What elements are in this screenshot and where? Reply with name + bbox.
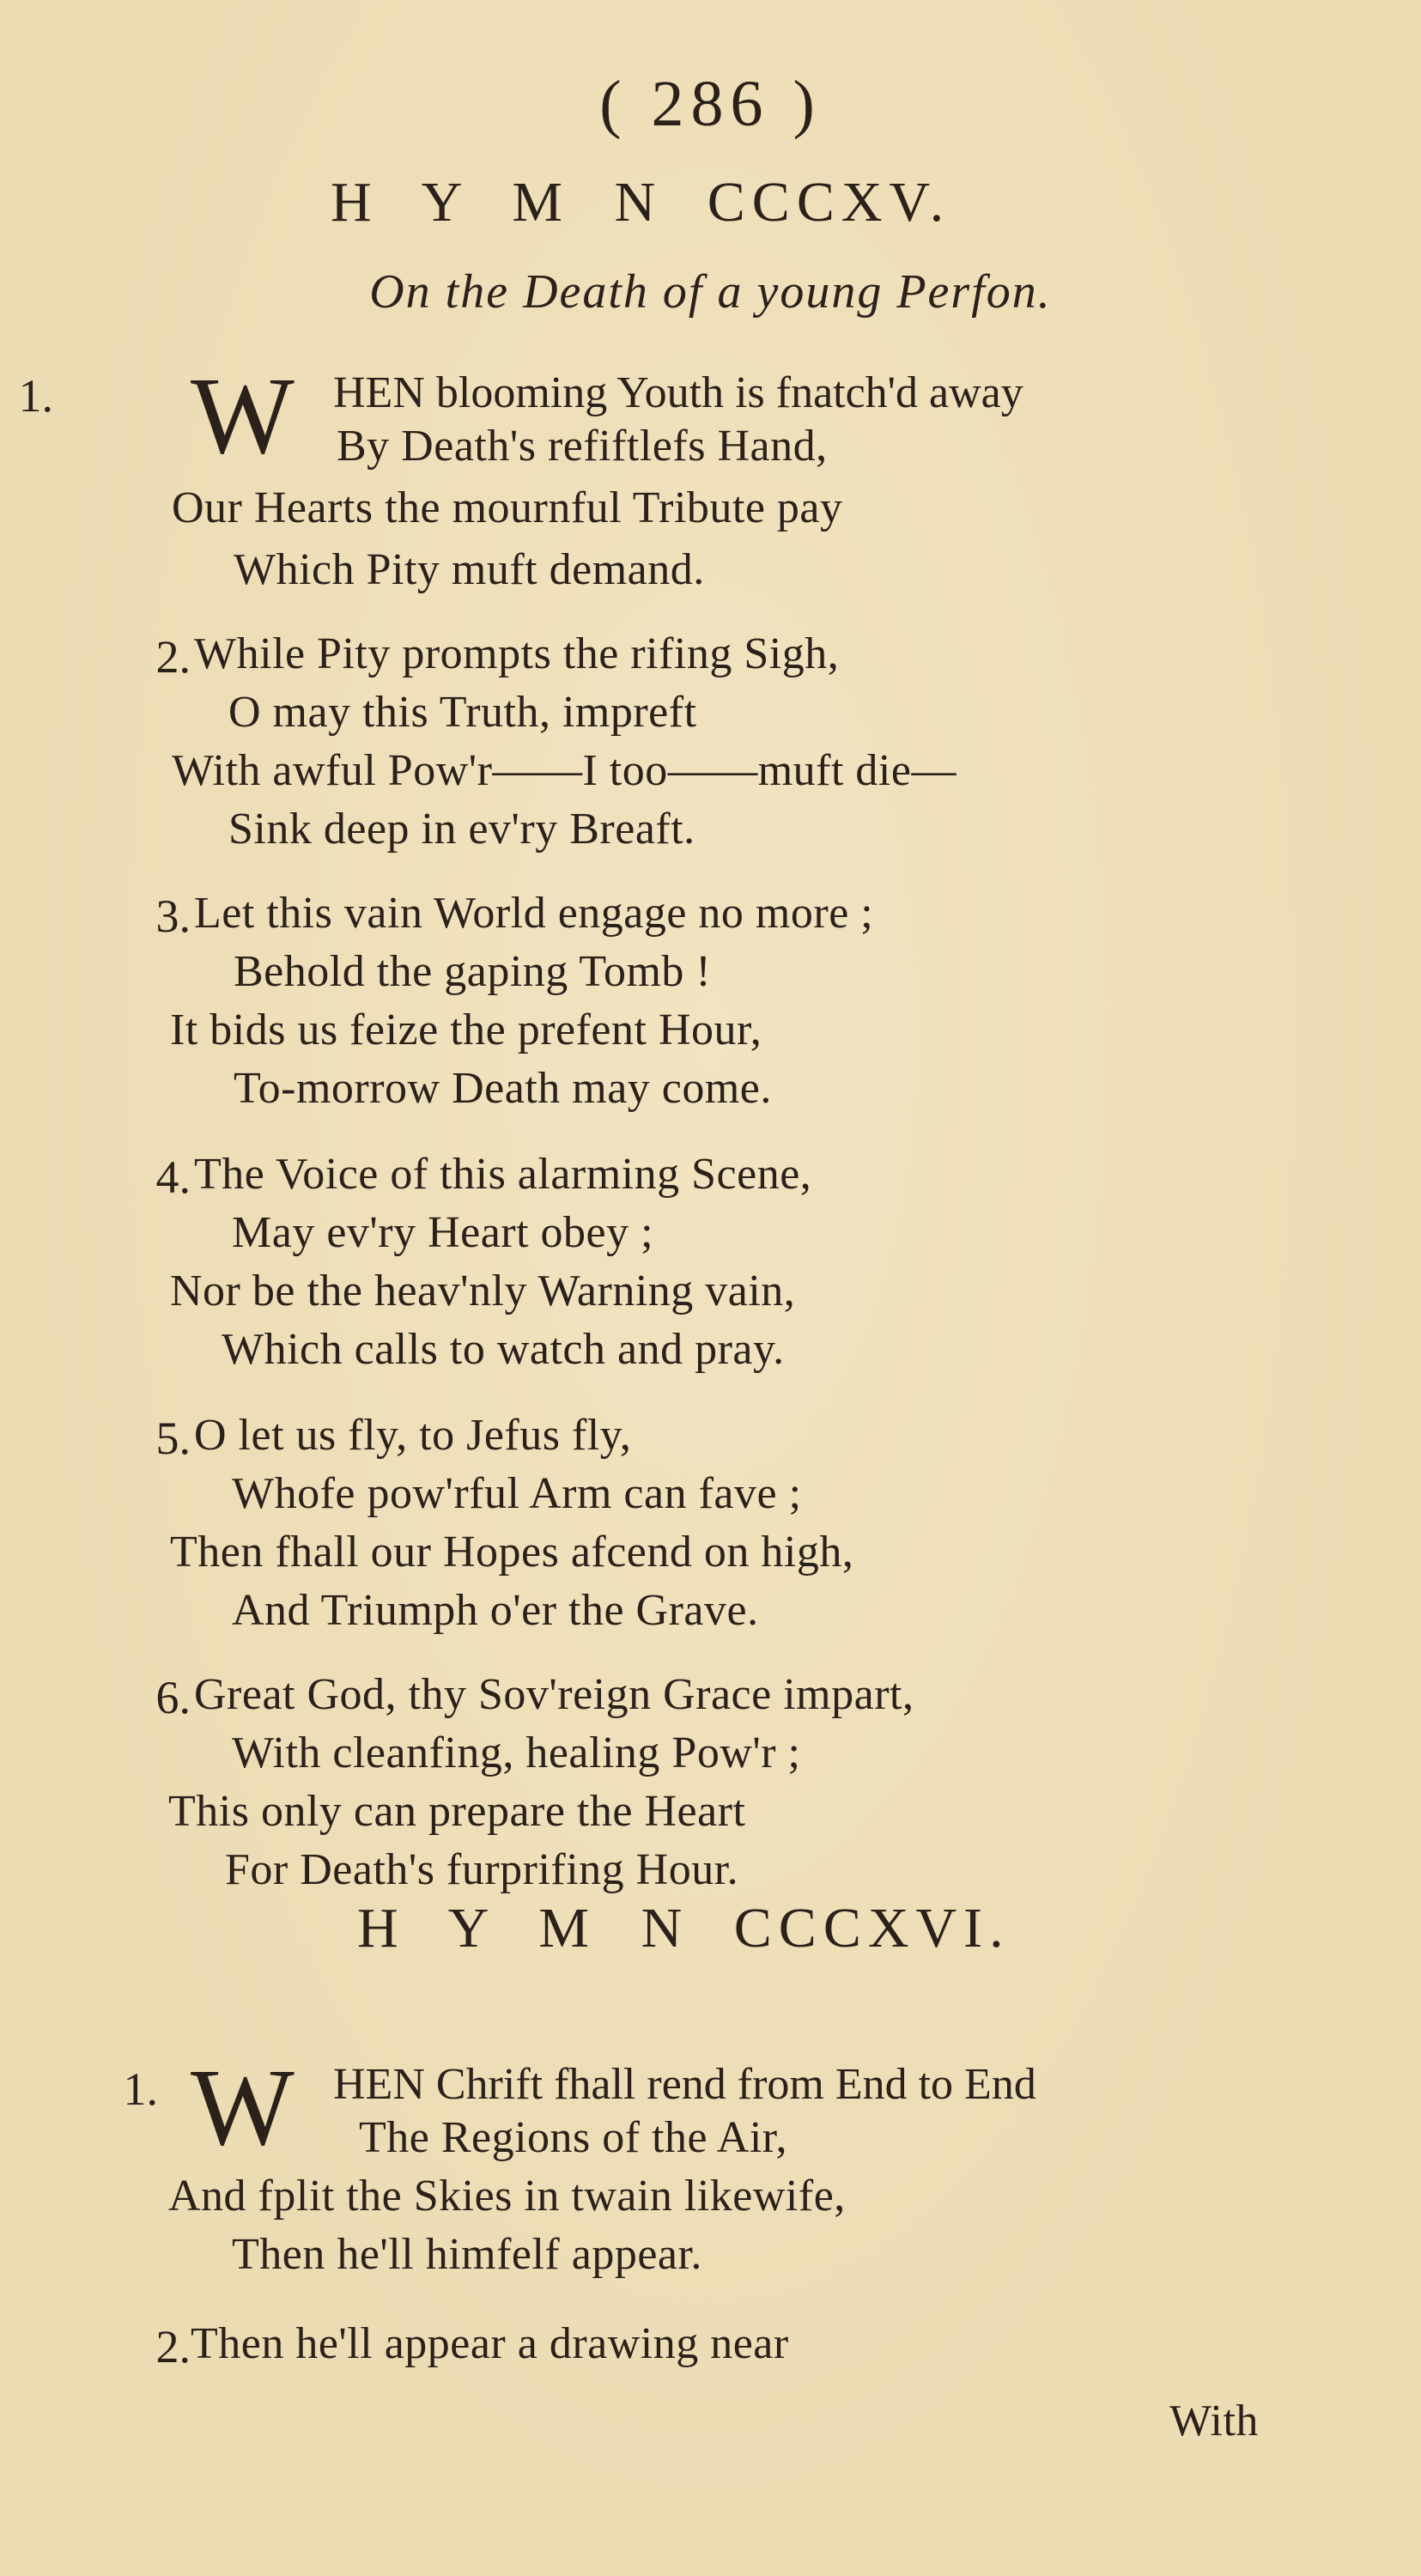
hymn-subtitle: On the Death of a young Perfon. [369, 265, 1052, 319]
verse-line: Let this vain World engage no more ; [194, 889, 874, 938]
verse-line: Behold the gaping Tomb ! [234, 947, 712, 996]
verse-number: 4. [155, 1151, 191, 1203]
verse-line: Nor be the heav'nly Warning vain, [170, 1267, 796, 1315]
hymn-title: H Y M N CCCXVI. [357, 1897, 1011, 1959]
page-number: ( 286 ) [599, 68, 822, 140]
verse-line: The Regions of the Air, [359, 2113, 787, 2162]
verse-line: May ev'ry Heart obey ; [232, 1208, 654, 1257]
verse-number: 3. [155, 890, 191, 942]
verse-line: Then fhall our Hopes afcend on high, [170, 1528, 854, 1577]
verse-line: Which calls to watch and pray. [222, 1325, 785, 1374]
verse-line: With awful Pow'r——I too——muft die— [172, 746, 956, 795]
drop-cap: W [191, 2046, 295, 2168]
verse-line: Sink deep in ev'ry Breaft. [228, 805, 695, 854]
verse-line: While Pity prompts the rifing Sigh, [194, 629, 840, 678]
verse-line: This only can prepare the Heart [168, 1787, 746, 1836]
verse-line: By Death's refiftlefs Hand, [337, 422, 828, 471]
verse-line: And Triumph o'er the Grave. [232, 1586, 759, 1635]
verse-number: 1. [18, 370, 53, 422]
verse-line: It bids us feize the prefent Hour, [170, 1005, 762, 1054]
catchword: With [1169, 2397, 1259, 2445]
verse-number: 1. [123, 2063, 158, 2115]
verse-line: The Voice of this alarming Scene, [194, 1150, 812, 1199]
verse-number: 2. [155, 631, 191, 683]
verse-number: 5. [155, 1413, 191, 1464]
verse-line: HEN blooming Youth is fnatch'd away [333, 368, 1023, 417]
verse-line: For Death's furprifing Hour. [225, 1845, 739, 1894]
verse-line: O let us fly, to Jefus fly, [194, 1411, 632, 1460]
hymn-title: H Y M N CCCXV. [331, 171, 951, 234]
verse-line: With cleanfing, healing Pow'r ; [232, 1728, 801, 1777]
verse-line: And fplit the Skies in twain likewife, [168, 2172, 846, 2221]
verse-number: 2. [155, 2321, 191, 2372]
verse-line: Great God, thy Sov'reign Grace impart, [194, 1670, 914, 1719]
drop-cap: W [191, 355, 295, 477]
verse-line: O may this Truth, impreft [228, 688, 697, 737]
verse-line: Then he'll appear a drawing near [191, 2319, 789, 2368]
verse-number: 6. [155, 1672, 191, 1723]
verse-line: Our Hearts the mournful Tribute pay [172, 483, 843, 532]
verse-line: To-morrow Death may come. [234, 1064, 772, 1113]
verse-line: Which Pity muft demand. [234, 545, 705, 594]
verse-line: Whofe pow'rful Arm can fave ; [232, 1469, 802, 1518]
verse-line: Then he'll himfelf appear. [232, 2230, 702, 2279]
verse-line: HEN Chrift fhall rend from End to End [333, 2060, 1036, 2109]
